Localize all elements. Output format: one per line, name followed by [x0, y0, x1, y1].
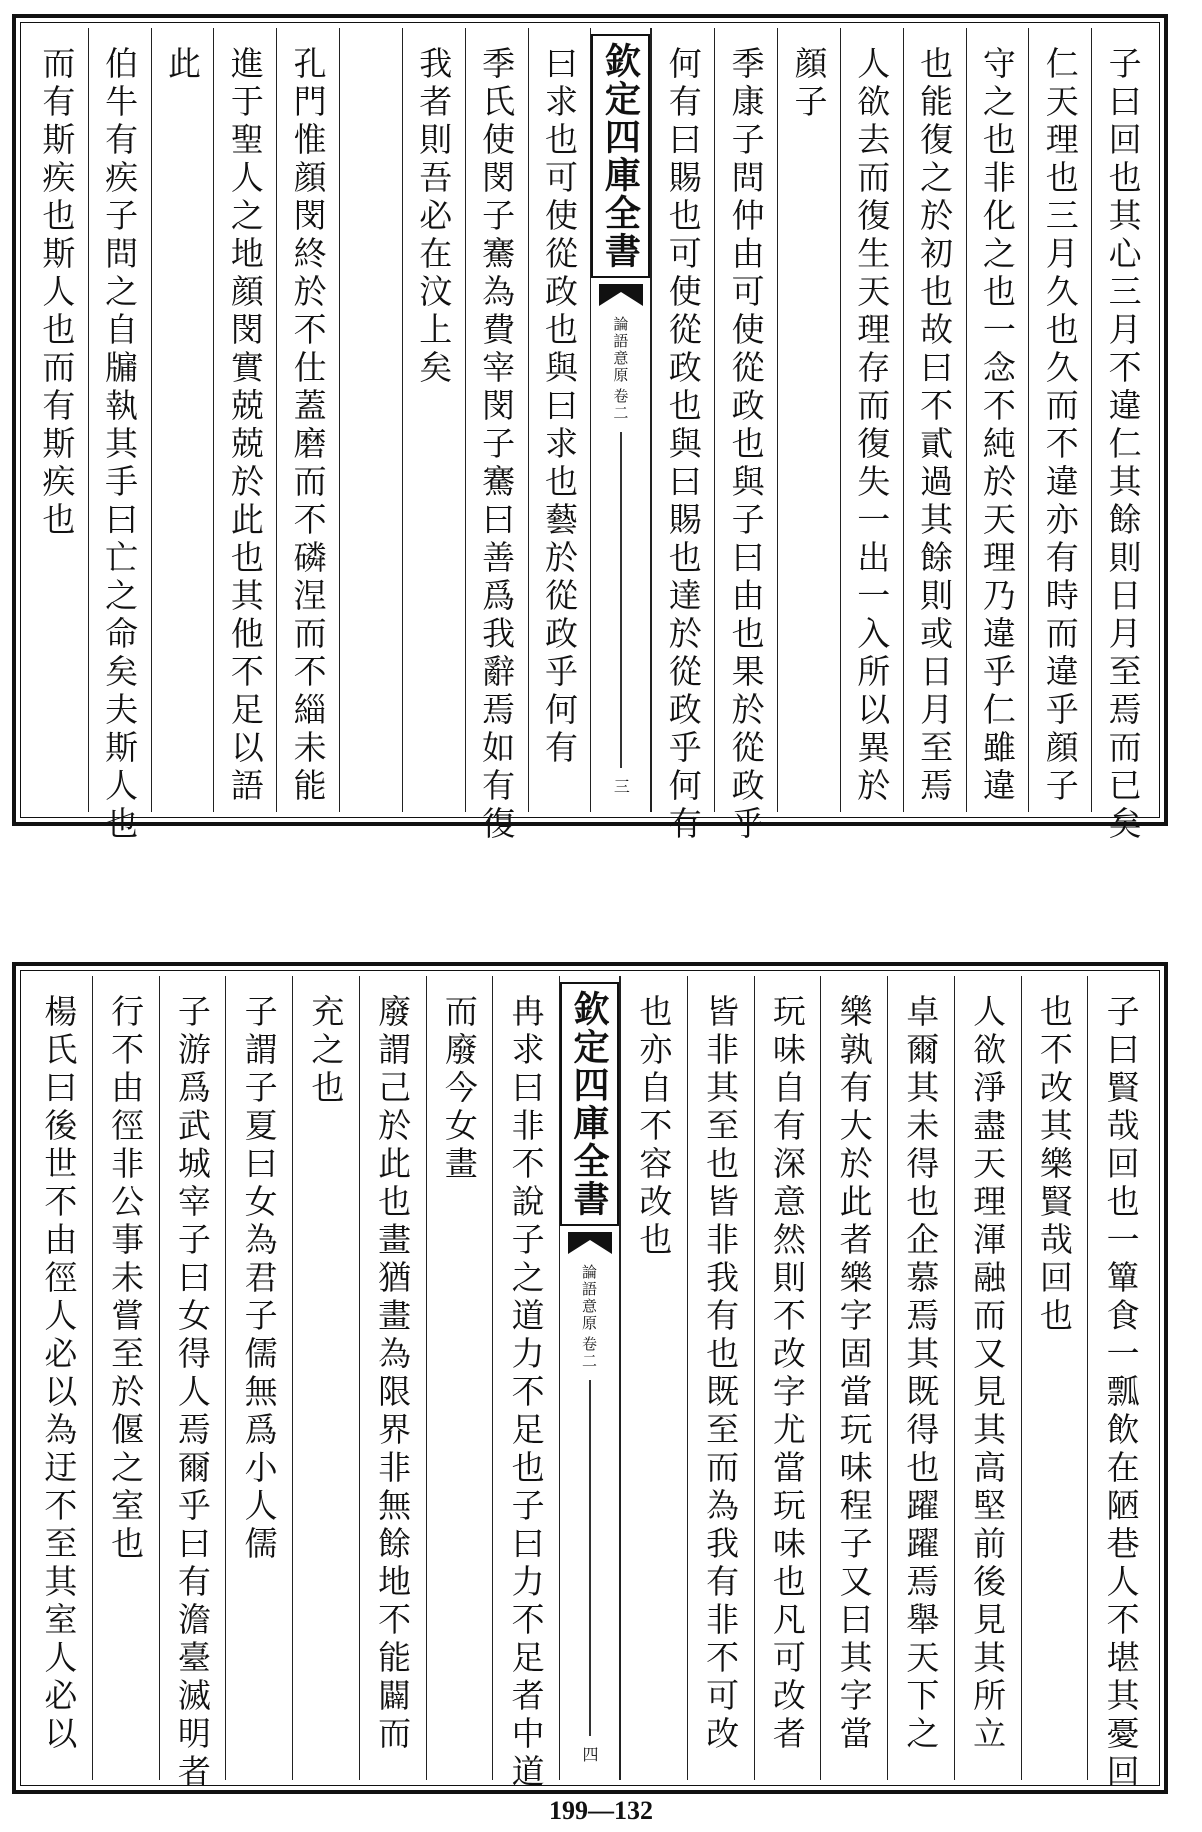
lower-columns: [26, 976, 1154, 1792]
column-text: 此: [162, 46, 202, 84]
column-text: 子謂子夏曰女為君子儒無爲小人儒: [239, 994, 279, 1564]
text-column: [465, 28, 528, 844]
column-text: 曰求也可使從政也與曰求也藝於從政乎何有: [539, 46, 579, 768]
fold-book-title: 論語意原: [580, 1264, 598, 1332]
text-column: [966, 28, 1029, 812]
text-column: [276, 28, 339, 812]
column-text: 而有斯疾也斯人也而有斯疾也: [37, 46, 77, 540]
column-text: 冉求曰非不說子之道力不足也子曰力不足者中道: [506, 994, 546, 1792]
text-column: [339, 28, 402, 812]
column-text: 守之也非化之也一念不純於天理乃違乎仁雖違: [977, 46, 1017, 806]
column-text: 皆非其至也皆非我有也既至而為我有非不可改: [701, 994, 741, 1754]
column-text: 季康子問仲由可使從政也與子曰由也果於從政乎: [726, 46, 766, 844]
text-column: [1028, 28, 1091, 812]
column-text: 進于聖人之地顔閔實兢兢於此也其他不足以語: [225, 46, 265, 806]
fold-juan: 卷二: [611, 388, 630, 422]
text-column: [887, 976, 954, 1780]
fold-juan: 卷二: [580, 1336, 598, 1370]
column-text: 人欲淨盡天理渾融而又見其高堅前後見其所立: [968, 994, 1008, 1754]
column-text: 子曰回也其心三月不違仁其餘則日月至焉而已矣: [1103, 46, 1143, 844]
text-column: [88, 28, 151, 844]
column-text: 我者則吾必在汶上矣: [414, 46, 454, 388]
column-text: 也能復之於初也故曰不貳過其餘則或日月至焉: [915, 46, 955, 806]
text-column: [213, 28, 276, 812]
column-text: 季氏使閔子騫為費宰閔子騫曰善爲我辭焉如有復: [477, 46, 517, 844]
text-column: [820, 976, 887, 1780]
text-column: [687, 976, 754, 1780]
text-column: [402, 28, 465, 812]
column-text: 而廢今女畫: [439, 994, 479, 1184]
text-column: [492, 976, 559, 1792]
text-column: [840, 28, 903, 812]
column-text: 廢謂己於此也畫猶畫為限界非無餘地不能闢而: [373, 994, 413, 1754]
column-text: 子曰賢哉回也一簞食一瓢飲在陋巷人不堪其憂回: [1101, 994, 1141, 1792]
column-text: 伯牛有疾子問之自牖執其手曰亡之命矣夫斯人也: [100, 46, 140, 844]
column-text: 卓爾其未得也企慕焉其既得也躍躍焉舉天下之: [901, 994, 941, 1754]
text-column: [26, 976, 92, 1780]
column-text: 也不改其樂賢哉回也: [1034, 994, 1074, 1336]
text-column: [26, 28, 88, 812]
text-column: [1091, 28, 1154, 844]
text-column: [159, 976, 226, 1792]
fold-title: 欽定四庫全書: [591, 34, 650, 278]
text-column: [92, 976, 159, 1780]
text-column: [528, 28, 591, 812]
fold-title: 欽定四庫全書: [560, 982, 619, 1226]
column-text: 子游爲武城宰子曰女得人焉爾乎曰有澹臺滅明者: [172, 994, 212, 1792]
column-text: 樂孰有大於此者樂字固當玩味程子又曰其字當: [834, 994, 874, 1754]
text-column: [714, 28, 777, 844]
column-text: 玩味自有深意然則不改字尤當玩味也凡可改者: [767, 994, 807, 1754]
column-text: 人欲去而復生天理存而復失一出一入所以異於: [852, 46, 892, 806]
text-column: [954, 976, 1021, 1780]
text-column: [426, 976, 493, 1780]
text-column: [292, 976, 359, 1780]
upper-page: [12, 14, 1168, 844]
column-text: 行不由徑非公事未嘗至於偃之室也: [106, 994, 146, 1564]
text-column: [225, 976, 292, 1780]
text-column: [620, 976, 687, 1780]
fold-page-number: 三: [611, 778, 631, 794]
page-footer-number: 199—132: [549, 1796, 653, 1825]
text-column: [903, 28, 966, 812]
center-fold: [590, 28, 651, 812]
fishtail-mark-icon: [599, 284, 643, 306]
column-text: 何有曰賜也可使從政也與曰賜也達於從政乎何有: [663, 46, 703, 844]
text-column: [777, 28, 840, 812]
fold-rule: [620, 432, 622, 768]
fold-page-number: 四: [580, 1746, 599, 1762]
fold-book-title: 論語意原: [611, 316, 630, 384]
lower-page: [12, 962, 1168, 1794]
upper-columns: [26, 28, 1154, 844]
center-fold: [559, 976, 620, 1780]
column-text: 充之也: [306, 994, 346, 1108]
text-column: [651, 28, 714, 844]
text-column: [1021, 976, 1088, 1780]
text-column: [1087, 976, 1154, 1792]
column-text: 孔門惟顔閔終於不仕蓋磨而不磷涅而不緇未能: [288, 46, 328, 806]
text-column: [151, 28, 214, 812]
text-column: [754, 976, 821, 1780]
column-text: 楊氏曰後世不由徑人必以為迂不至其室人必以: [39, 994, 79, 1754]
column-text: 顔子: [789, 46, 829, 122]
fold-rule: [589, 1380, 591, 1736]
fishtail-mark-icon: [568, 1232, 612, 1254]
text-column: [359, 976, 426, 1780]
column-text: 也亦自不容改也: [634, 994, 674, 1260]
column-text: 仁天理也三月久也久而不違亦有時而違乎顔子: [1040, 46, 1080, 806]
